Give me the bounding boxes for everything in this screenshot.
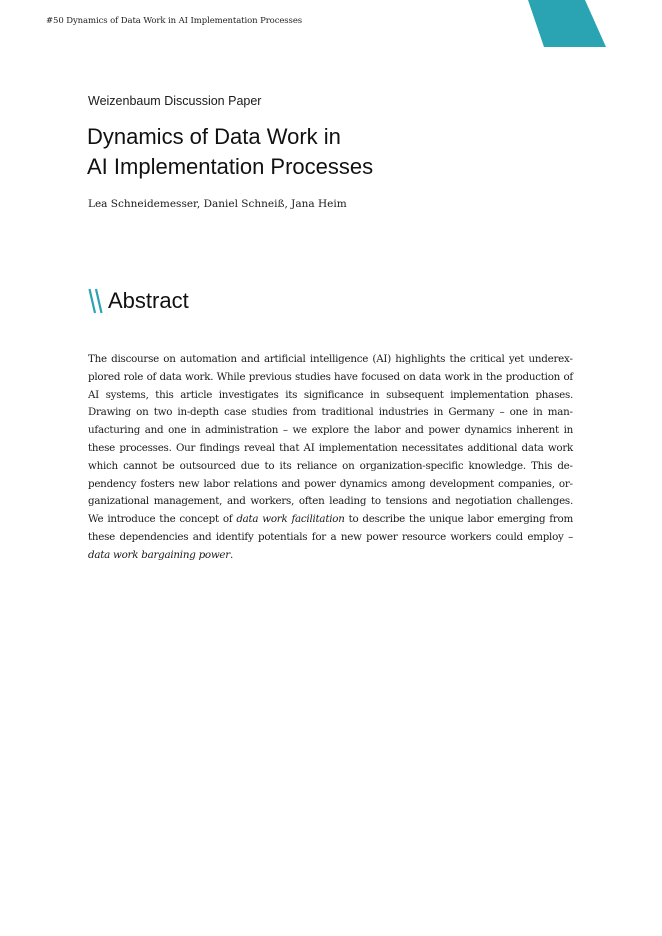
abstract-text-part-3: . bbox=[229, 548, 233, 561]
abstract-text-part-2: to describe the unique labor emerging from these dependencies and identify potentials for a new power resource workers could employ – bbox=[88, 513, 573, 543]
series-label: Weizenbaum Discussion Paper bbox=[88, 94, 262, 108]
corner-decoration bbox=[528, 0, 606, 47]
abstract-body bbox=[88, 351, 573, 565]
document-title-line-2: AI Implementation Processes bbox=[87, 154, 374, 179]
running-header: #50 Dynamics of Data Work in AI Implementation Processes bbox=[46, 16, 303, 26]
corner-decoration-shape bbox=[528, 0, 606, 47]
abstract-title: Abstract bbox=[108, 288, 189, 313]
abstract-heading bbox=[88, 287, 189, 315]
document-title bbox=[87, 122, 373, 182]
abstract-text-part-1: The discourse on automation and artificial intelligence (AI) highlights the critical yet underexplored role of data work. While previous studies have focused on data work in the production of AI systems, this article investigates its significance in subsequent implementation phases. Drawing on two in-depth case studies from traditional industries in Germany – one in manufacturing and one in administration – we explore the labor and power dynamics inherent in these processes. Our findings reveal that AI implementation necessitates additional data work which cannot be outsourced due to its reliance on organization-specific knowledge. This dependency fosters new labor relations and power dynamics among development companies, organizational management, and workers, often leading to tensions and negotiation challenges. We introduce the concept of bbox=[88, 353, 573, 526]
author-list: Lea Schneidemesser, Daniel Schneiß, Jana Heim bbox=[88, 198, 347, 210]
abstract-emphasis-2: data work bargaining power bbox=[88, 548, 230, 561]
document-title-line-1: Dynamics of Data Work in bbox=[87, 124, 341, 149]
double-slash-icon bbox=[88, 288, 104, 314]
abstract-emphasis-1: data work facilitation bbox=[236, 513, 345, 526]
